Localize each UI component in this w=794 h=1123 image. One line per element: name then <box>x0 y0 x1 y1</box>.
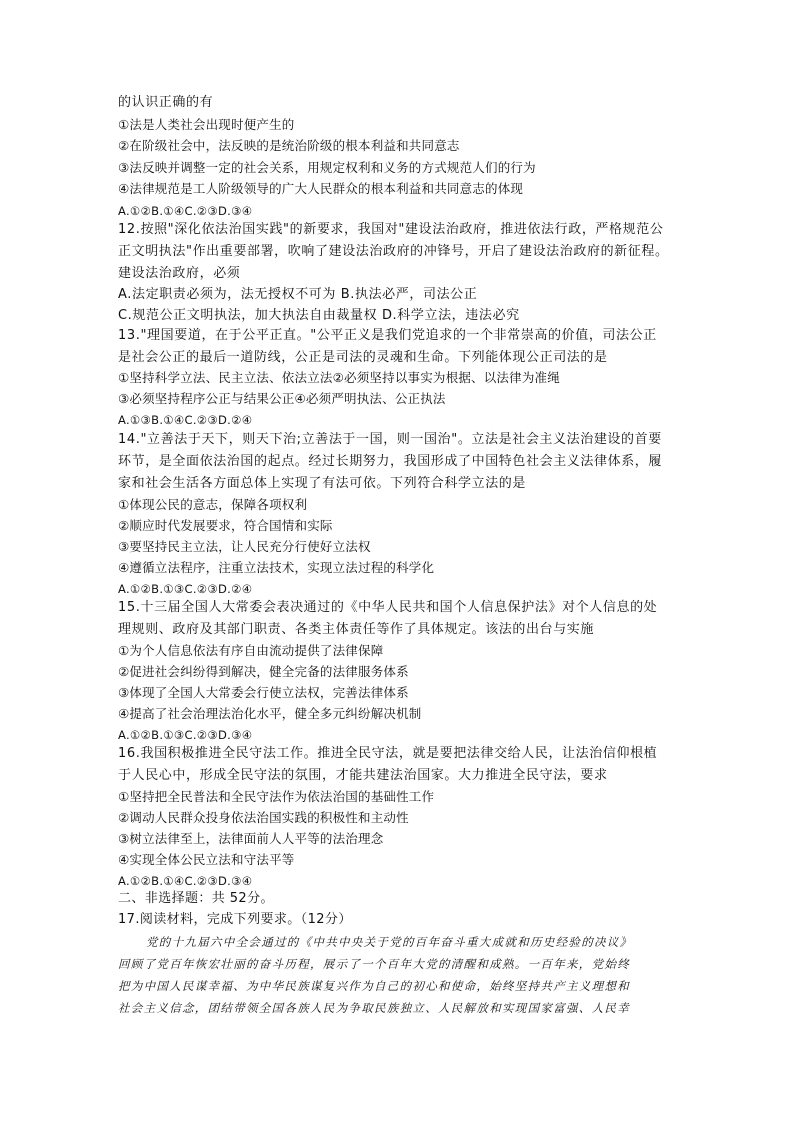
question-12-stem-line-3: 建设法治政府，必须 <box>118 266 241 281</box>
q15-option-4: ④提高了社会治理法治化水平，健全多元纠纷解决机制 <box>118 706 422 721</box>
question-12-stem-line-1: 12.按照"深化依法治国实践"的新要求，我国对"建设法治政府，推进依法行政，严格规范公 <box>118 222 664 237</box>
q17-material-line-2: 回顾了党百年恢宏壮丽的奋斗历程，展示了一个百年大党的清醒和成熟。一百年来，党始终 <box>118 957 630 971</box>
q14-option-2: ②顺应时代发展要求，符合国情和实际 <box>118 518 333 533</box>
question-12-stem-line-2: 正文明执法"作出重要部署，吹响了建设法治政府的冲锋号，开启了建设法治政府的新征程。 <box>118 244 669 259</box>
q13-options-row-2: ③必须坚持程序公正与结果公正④必须严明执法、公正执法 <box>118 391 446 406</box>
q16-option-1: ①坚持把全民普法和全民守法作为依法治国的基础性工作 <box>118 789 435 804</box>
q11-option-4: ④法律规范是工人阶级领导的广大人民群众的根本利益和共同意志的体现 <box>118 181 524 196</box>
q16-option-4: ④实现全体公民立法和守法平等 <box>118 852 295 867</box>
q15-option-1: ①为个人信息依法有序自由流动提供了法律保障 <box>118 643 384 658</box>
q14-option-4: ④遵循立法程序，注重立法技术，实现立法过程的科学化 <box>118 560 435 575</box>
q15-option-3: ③体现了全国人大常委会行使立法权，完善法律体系 <box>118 685 409 700</box>
q17-material-line-3: 把为中国人民谋幸福、为中华民族谋复兴作为自己的初心和使命，始终坚持共产主义理想和 <box>118 979 630 993</box>
q13-options-row-1: ①坚持科学立法、民主立法、依法立法②必须坚持以事实为根据、以法律为准绳 <box>118 370 560 385</box>
question-14-stem-line-2: 环节，是全面依法治国的起点。经过长期努力，我国形成了中国特色社会主义法律体系，履 <box>118 454 663 469</box>
q15-option-2: ②促进社会纠纷得到解决，健全完备的法律服务体系 <box>118 664 409 679</box>
question-16-stem-line-1: 16.我国积极推进全民守法工作。推进全民守法，就是要把法律交给人民，让法治信仰根植 <box>118 746 658 761</box>
question-13-stem-line-2: 是社会公正的最后一道防线，公正是司法的灵魂和生命。下列能体现公正司法的是 <box>118 350 608 365</box>
q11-option-2: ②在阶级社会中，法反映的是统治阶级的根本利益和共同意志 <box>118 138 460 153</box>
q12-answer-row-2: C.规范公正文明执法，加大执法自由裁量权 D.科学立法，违法必究 <box>118 308 520 323</box>
q11-option-3: ③法反映并调整一定的社会关系，用规定权利和义务的方式规范人们的行为 <box>118 160 536 175</box>
q14-option-1: ①体现公民的意志，保障各项权利 <box>118 497 308 512</box>
q11-answer-choices: A.①②B.①④C.②③D.③④ <box>118 204 253 218</box>
question-17-heading: 17.阅读材料，完成下列要求。（12分） <box>118 912 352 927</box>
q16-answer-choices: A.①②B.①④C.②③D.③④ <box>118 874 253 888</box>
question-15-stem-line-1: 15.十三届全国人大常委会表决通过的《中华人民共和国个人信息保护法》对个人信息的处 <box>118 600 658 615</box>
q12-answer-row-1: A.法定职责必须为，法无授权不可为 B.执法必严，司法公正 <box>118 287 478 302</box>
q13-answer-choices: A.①③B.①④C.②③D.②④ <box>118 413 253 427</box>
question-15-stem-line-2: 理规则、政府及其部门职责、各类主体责任等作了具体规定。该法的出台与实施 <box>118 622 595 637</box>
q11-option-1: ①法是人类社会出现时便产生的 <box>118 117 295 132</box>
q16-option-3: ③树立法律至上，法律面前人人平等的法治理念 <box>118 831 384 846</box>
question-13-stem-line-1: 13."理国要道，在于公平正直。"公平正义是我们党追求的一个非常崇高的价值，司法公正 <box>118 328 657 343</box>
q14-option-3: ③要坚持民主立法，让人民充分行使好立法权 <box>118 539 371 554</box>
q17-material-line-1: 党的十九届六中全会通过的《中共中央关于党的百年奋斗重大成就和历史经验的决议》 <box>146 935 633 949</box>
q15-answer-choices: A.①②B.①③C.②③D.③④ <box>118 728 253 742</box>
q14-answer-choices: A.①②B.①③C.②③D.②④ <box>118 582 253 596</box>
question-11-continuation: 的认识正确的有 <box>118 95 214 110</box>
section-heading-non-choice: 二、非选择题：共 52分。 <box>118 891 274 906</box>
q17-material-line-4: 社会主义信念，团结带领全国各族人民为争取民族独立、人民解放和实现国家富强、人民幸 <box>118 1001 630 1015</box>
question-14-stem-line-3: 家和社会生活各方面总体上实现了有法可依。下列符合科学立法的是 <box>118 476 527 491</box>
q16-option-2: ②调动人民群众投身依法治国实践的积极性和主动性 <box>118 810 409 825</box>
question-16-stem-line-2: 于人民心中，形成全民守法的氛围，才能共建法治国家。大力推进全民守法，要求 <box>118 768 608 783</box>
question-14-stem-line-1: 14."立善法于天下，则天下治;立善法于一国，则一国治"。立法是社会主义法治建设的首要 <box>118 432 662 447</box>
